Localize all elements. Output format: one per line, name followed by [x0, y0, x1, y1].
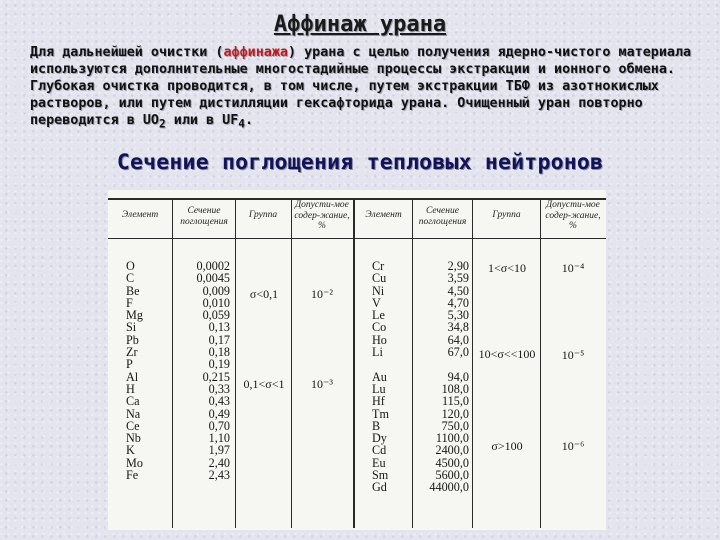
element-symbol: Be — [126, 283, 140, 298]
header-group: Группа — [492, 210, 521, 220]
element-symbol: C — [126, 271, 135, 286]
cross-section-value: 0,49 — [208, 406, 230, 421]
element-symbol: Nb — [126, 431, 141, 446]
scanned-table — [108, 190, 606, 530]
cross-section-value: 108,0 — [441, 381, 469, 396]
element-symbol: F — [126, 295, 133, 310]
element-symbol: Na — [126, 406, 141, 421]
left-allowed-value: 10⁻³ — [311, 377, 333, 391]
right-allowed-value: 10⁻⁴ — [561, 261, 585, 275]
element-symbol: Tm — [372, 406, 389, 421]
right-element-column — [372, 260, 412, 494]
left-element-column — [126, 260, 170, 481]
left-allowed-value: 10⁻² — [311, 287, 333, 301]
element-symbol: Dy — [372, 431, 387, 446]
element-symbol: H — [126, 381, 135, 396]
cross-section-value: 34,8 — [447, 320, 469, 335]
cross-section-value: 1,97 — [208, 443, 230, 458]
cross-section-value: 0,215 — [202, 369, 230, 384]
element-symbol: V — [372, 295, 381, 310]
table-divider — [472, 198, 473, 528]
element-symbol: Au — [372, 369, 387, 384]
element-symbol: Ni — [372, 283, 385, 298]
element-symbol: Si — [126, 320, 137, 335]
paragraph-text-main: ) урана с целью получения ядерно-чистого материала используются дополнительные многостадийные процессы экстракции и ионного обмена. Глубокая очистка проводится, в том числе, путем экстракции ТБФ из азотнокислых растворов, или путем дистилляции гексафторида урана. Очищенный уран повторно переводится в UO — [30, 45, 692, 128]
cross-section-value: 67,0 — [447, 345, 469, 360]
cross-section-value: 94,0 — [447, 369, 469, 384]
cross-section-value: 115,0 — [442, 394, 469, 409]
element-symbol: Gd — [372, 480, 387, 495]
table-divider — [540, 198, 541, 528]
cross-section-value: 4500,0 — [435, 455, 469, 470]
element-symbol: B — [372, 418, 381, 433]
paragraph-text-mid: или в UF — [165, 113, 239, 128]
cross-section-value: 0,010 — [202, 295, 230, 310]
element-symbol: O — [126, 259, 135, 273]
element-symbol: Cr — [372, 259, 385, 273]
cross-section-value: 3,59 — [447, 271, 469, 286]
cross-section-value: 2,40 — [208, 455, 230, 470]
right-group-label: 1<σ<10 — [487, 261, 526, 275]
intro-paragraph — [30, 44, 702, 133]
cross-section-value: 1,10 — [208, 431, 230, 446]
subscript-4: 4 — [238, 117, 245, 131]
header-element: Элемент — [121, 210, 159, 220]
header-group: Группа — [248, 210, 278, 220]
element-symbol: Mo — [126, 455, 143, 470]
element-symbol: Eu — [372, 455, 386, 470]
left-group-label: σ<0,1 — [249, 287, 279, 301]
cross-section-value: 44000,0 — [429, 480, 469, 495]
paragraph-text-end: . — [245, 113, 254, 128]
element-symbol: Fe — [126, 468, 139, 483]
cross-section-value: 0,33 — [208, 381, 230, 396]
cross-section-value: 4,50 — [447, 283, 469, 298]
table-divider — [291, 198, 292, 528]
cross-section-value — [413, 358, 469, 370]
cross-section-value: 120,0 — [441, 406, 469, 421]
cross-section-value: 2,90 — [447, 259, 469, 273]
element-symbol: Pb — [126, 332, 139, 347]
table-header-rule — [108, 238, 606, 239]
highlighted-term: аффинажа — [223, 45, 288, 60]
right-group-label: σ>100 — [491, 439, 523, 453]
cross-section-value: 0,70 — [208, 418, 230, 433]
element-symbol: K — [126, 443, 135, 458]
element-symbol: Ca — [126, 394, 140, 409]
cross-section-value: 2,43 — [208, 468, 230, 483]
element-symbol: Co — [372, 320, 387, 335]
right-group-label: 10<σ<<100 — [478, 347, 536, 361]
paragraph-text-start: Для дальнейшей очистки ( — [30, 45, 224, 60]
slide-title: Аффинаж урана — [273, 12, 447, 37]
element-symbol: Cu — [372, 271, 387, 286]
cross-section-value: 0,059 — [202, 308, 230, 323]
element-symbol: Li — [372, 345, 383, 360]
header-element: Элемент — [365, 210, 402, 220]
right-value-column — [413, 260, 469, 494]
cross-section-value: 64,0 — [447, 332, 469, 347]
element-symbol: Le — [372, 308, 385, 323]
header-cross-section: Сечение поглощения — [180, 206, 228, 227]
element-symbol: Ho — [372, 332, 387, 347]
table-center-divider — [353, 198, 355, 528]
right-allowed-value: 10⁻⁶ — [561, 439, 585, 453]
cross-section-value: 0,0045 — [196, 271, 230, 286]
element-symbol: Al — [126, 369, 139, 384]
element-symbol: Ce — [126, 418, 140, 433]
section-subtitle: Сечение поглощения тепловых нейтронов — [116, 150, 604, 175]
element-symbol: Hf — [372, 394, 385, 409]
cross-section-value: 0,18 — [208, 345, 230, 360]
cross-section-value: 2400,0 — [435, 443, 469, 458]
cross-section-value: 5,30 — [447, 308, 469, 323]
element-symbol: P — [126, 357, 133, 372]
header-allowed: Допусти-мое содер-жание, % — [294, 200, 350, 231]
element-symbol: Zr — [126, 345, 138, 360]
cross-section-value: 5600,0 — [435, 468, 469, 483]
table-divider — [235, 198, 236, 528]
element-symbol: Cd — [372, 443, 387, 458]
cross-section-value: 750,0 — [441, 418, 469, 433]
cross-section-value: 0,13 — [208, 320, 230, 335]
right-allowed-value: 10⁻⁵ — [561, 348, 585, 362]
left-value-column — [174, 260, 230, 481]
header-allowed: Допусти-мое содер-жание, % — [545, 200, 601, 231]
cross-section-value: 0,19 — [208, 357, 230, 372]
element-symbol: Lu — [372, 381, 386, 396]
cross-section-value: 0,009 — [202, 283, 230, 298]
cross-section-value: 1100,0 — [435, 431, 469, 446]
cross-section-value: 0,17 — [208, 332, 230, 347]
left-group-label: 0,1<σ<1 — [243, 377, 285, 391]
subscript-2: 2 — [159, 117, 166, 131]
cross-section-value: 0,0002 — [196, 259, 230, 273]
element-symbol — [372, 358, 412, 370]
cross-section-value: 0,43 — [208, 394, 230, 409]
table-top-rule — [108, 198, 606, 200]
element-symbol: Sm — [372, 468, 389, 483]
cross-section-value: 4,70 — [447, 295, 469, 310]
table-divider — [172, 198, 173, 528]
element-symbol: Mg — [126, 308, 143, 323]
header-cross-section: Сечение поглощения — [418, 206, 467, 227]
